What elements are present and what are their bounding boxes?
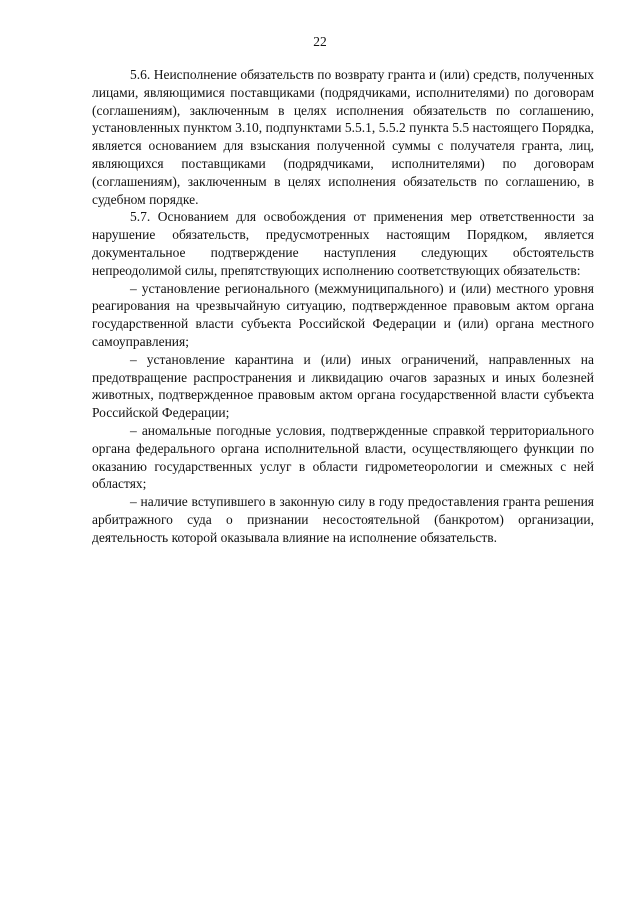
list-item-quarantine: – установление карантина и (или) иных ограничений, направленных на предотвращение распространения и ликвидацию очагов заразных и иных болезней животных, подтвержденное правовым актом органа государственной власти субъекта Российской Федерации; (92, 351, 594, 421)
page-number: 22 (313, 34, 327, 49)
list-item-emergency-response: – установление регионального (межмуниципального) и (или) местного уровня реагирования на чрезвычайную ситуацию, подтвержденное правовым актом органа государственной власти субъекта Российской Федерации и (или) органа местного самоуправления; (92, 280, 594, 349)
document-body (92, 66, 594, 547)
list-item-abnormal-weather: – аномальные погодные условия, подтвержденные справкой территориального органа федерального органа исполнительной власти, осуществляющего функции по оказанию государственных услуг в области гидрометеорологии и смежных с ней областях; (92, 422, 594, 492)
paragraph-5-7: 5.7. Основанием для освобождения от применения мер ответственности за нарушение обязательств, предусмотренных настоящим Порядком, является документальное подтверждение наступления следующих обстоятельств непреодолимой силы, препятствующих исполнению соответствующих обязательств: (92, 209, 594, 278)
paragraph-5-6: 5.6. Неисполнение обязательств по возврату гранта и (или) средств, полученных лицами, являющимися поставщиками (подрядчиками, исполнителями) по договорам (соглашениям), заключенным в целях исполнения обязательств по соглашению, установленных пунктом 3.10, подпунктами 5.5.1, 5.5.2 пункта 5.5 настоящего Порядка, является основанием для взыскания полученной суммы с получателя гранта, лиц, являющихся поставщиками (подрядчиками, исполнителями) по договорам (соглашениям), заключенным в целях исполнения обязательств по соглашению, в судебном порядке. (92, 67, 594, 207)
list-item-bankruptcy: – наличие вступившего в законную силу в году предоставления гранта решения арбитражного суда о признании несостоятельной (банкротом) организации, деятельность которой оказывала влияние на исполнение обязательств. (92, 494, 594, 545)
